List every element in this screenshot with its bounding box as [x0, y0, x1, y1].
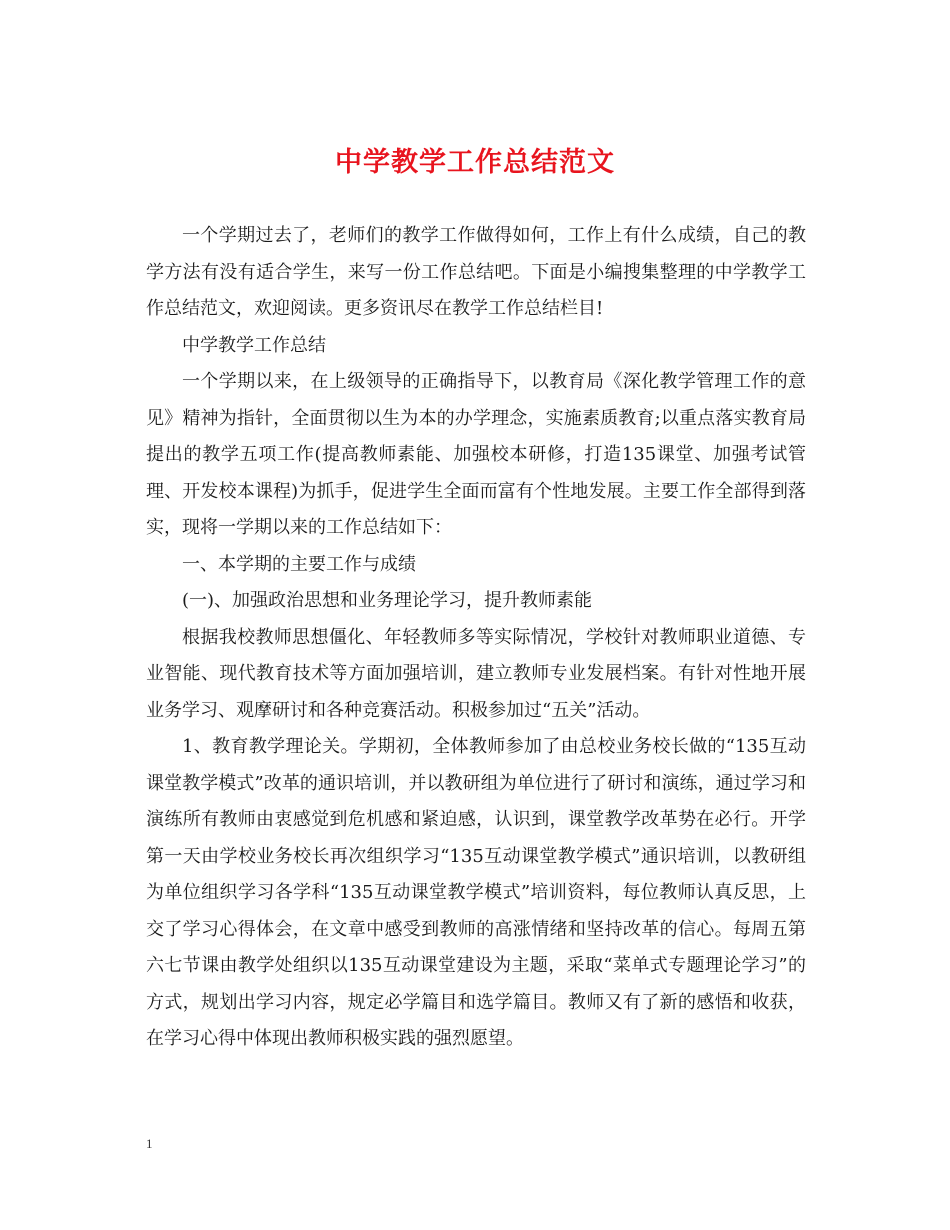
part-one-heading: 一、本学期的主要工作与成绩 — [182, 553, 416, 575]
intro-paragraph: 一个学期过去了，老师们的教学工作做得如何，工作上有什么成绩，自己的教学方法有没有适合学生，来写一份工作总结吧。下面是小编搜集整理的中学教学工作总结范文，欢迎阅读。更多资讯尽在教学工作总结栏目! — [146, 225, 806, 319]
page-number: 1 — [146, 1136, 153, 1151]
overview-paragraph: 一个学期以来，在上级领导的正确指导下，以教育局《深化教学管理工作的意见》精神为指针，全面贯彻以生为本的办学理念，实施素质教育;以重点落实教育局提出的教学五项工作(提高教师素能、加强校本研修，打造135课堂、加强考试管理、开发校本课程)为抓手，促进学生全面而富有个性地发展。主要工作全部得到落实，现将一学期以来的工作总结如下： — [146, 371, 806, 538]
subsection-heading: (一)、加强政治思想和业务理论学习，提升教师素能 — [182, 590, 593, 611]
section-heading: 中学教学工作总结 — [182, 334, 326, 356]
training-paragraph: 根据我校教师思想僵化、年轻教师多等实际情况，学校针对教师职业道德、专业智能、现代教育技术等方面加强培训，建立教师专业发展档案。有针对性地开展业务学习、观摩研讨和各种竞赛活动。积极参加过“五关”活动。 — [146, 626, 806, 721]
document-body — [146, 218, 806, 1058]
document-title: 中学教学工作总结范文 — [335, 147, 615, 178]
theory-paragraph: 1、教育教学理论关。学期初，全体教师参加了由总校业务校长做的“135互动课堂教学模式”改革的通识培训，并以教研组为单位进行了研讨和演练，通过学习和演练所有教师由衷感觉到危机感和紧迫感，认识到，课堂教学改革势在必行。开学第一天由学校业务校长再次组织学习“135互动课堂教学模式”通识培训，以教研组为单位组织学习各学科“135互动课堂教学模式”培训资料，每位教师认真反思，上交了学习心得体会，在文章中感受到教师的高涨情绪和坚持改革的信心。每周五第六七节课由教学处组织以135互动课堂建设为主题，采取“菜单式专题理论学习”的方式，规划出学习内容，规定必学篇目和选学篇目。教师又有了新的感悟和收获，在学习心得中体现出教师积极实践的强烈愿望。 — [146, 736, 806, 1049]
